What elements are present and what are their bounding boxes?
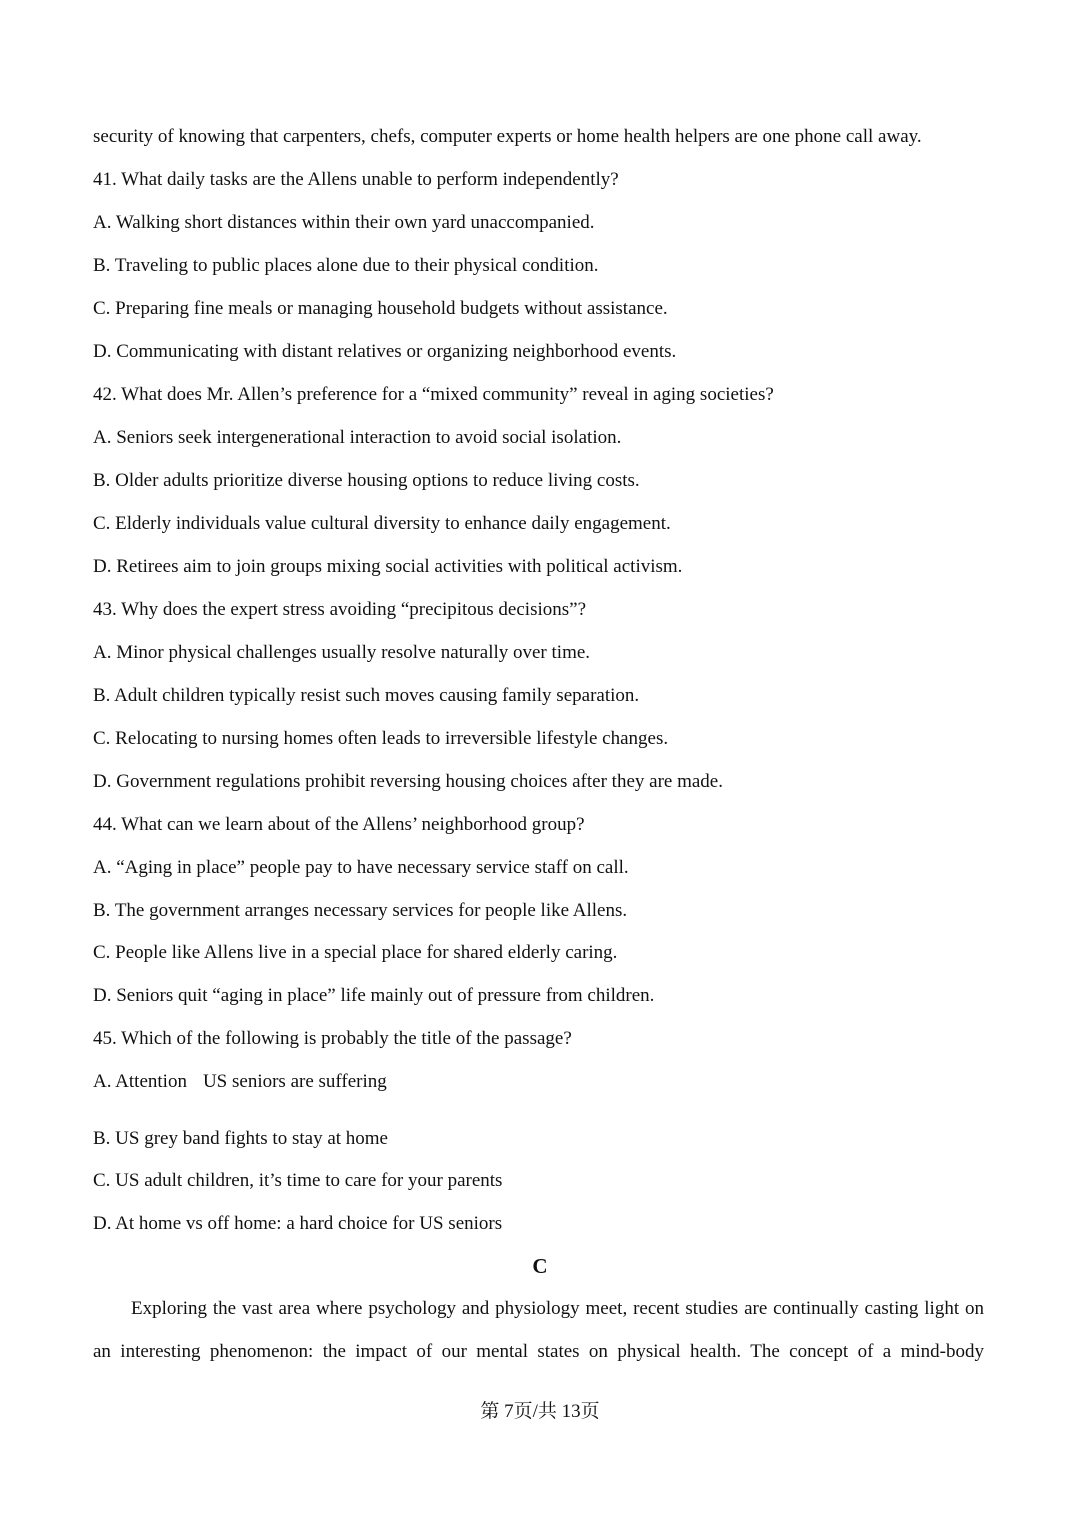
question-41-option-c: C. Preparing fine meals or managing household budgets without assistance. xyxy=(93,298,668,319)
question-41-stem: 41. What daily tasks are the Allens unable to perform independently? xyxy=(93,169,619,190)
question-44-option-d: D. Seniors quit “aging in place” life mainly out of pressure from children. xyxy=(93,985,655,1006)
question-43-stem: 43. Why does the expert stress avoiding “precipitous decisions”? xyxy=(93,599,586,620)
question-45-option-d: D. At home vs off home: a hard choice for US seniors xyxy=(93,1213,503,1234)
question-43-option-a: A. Minor physical challenges usually resolve naturally over time. xyxy=(93,642,591,663)
passage-continuation: security of knowing that carpenters, chefs, computer experts or home health helpers are one phone call away. xyxy=(93,126,922,147)
question-45-option-a-tail: US seniors are suffering xyxy=(202,1071,387,1092)
question-44-option-c: C. People like Allens live in a special place for shared elderly caring. xyxy=(93,942,618,963)
question-45-option-a-head: A. Attention xyxy=(93,1071,187,1092)
section-paragraph-line-2: an interesting phenomenon: the impact of our mental states on physical health. The concept of a mind-body xyxy=(93,1341,984,1362)
question-41-option-a: A. Walking short distances within their own yard unaccompanied. xyxy=(93,212,595,233)
question-44-option-a: A. “Aging in place” people pay to have necessary service staff on call. xyxy=(93,857,629,878)
question-43-option-b: B. Adult children typically resist such moves causing family separation. xyxy=(93,685,640,706)
page-number-footer: 第 7页/共 13页 xyxy=(480,1401,600,1422)
question-45-option-a xyxy=(93,1070,387,1094)
section-heading: C xyxy=(532,1254,548,1278)
question-43-option-d: D. Government regulations prohibit reversing housing choices after they are made. xyxy=(93,771,723,792)
question-45-stem: 45. Which of the following is probably the title of the passage? xyxy=(93,1028,572,1049)
question-42-option-a: A. Seniors seek intergenerational interaction to avoid social isolation. xyxy=(93,427,622,448)
question-44-option-b: B. The government arranges necessary services for people like Allens. xyxy=(93,900,628,921)
question-45-option-c: C. US adult children, it’s time to care for your parents xyxy=(93,1170,503,1191)
question-42-option-d: D. Retirees aim to join groups mixing social activities with political activism. xyxy=(93,556,683,577)
question-45-option-b: B. US grey band fights to stay at home xyxy=(93,1128,388,1149)
section-paragraph-line-1: Exploring the vast area where psychology and physiology meet, recent studies are continually casting light on xyxy=(131,1298,984,1319)
question-41-option-d: D. Communicating with distant relatives or organizing neighborhood events. xyxy=(93,341,677,362)
question-44-stem: 44. What can we learn about of the Allens’ neighborhood group? xyxy=(93,814,585,835)
question-42-option-b: B. Older adults prioritize diverse housing options to reduce living costs. xyxy=(93,470,640,491)
question-42-stem: 42. What does Mr. Allen’s preference for a “mixed community” reveal in aging societies? xyxy=(93,384,774,405)
question-43-option-c: C. Relocating to nursing homes often leads to irreversible lifestyle changes. xyxy=(93,728,669,749)
question-41-option-b: B. Traveling to public places alone due to their physical condition. xyxy=(93,255,599,276)
question-42-option-c: C. Elderly individuals value cultural diversity to enhance daily engagement. xyxy=(93,513,671,534)
